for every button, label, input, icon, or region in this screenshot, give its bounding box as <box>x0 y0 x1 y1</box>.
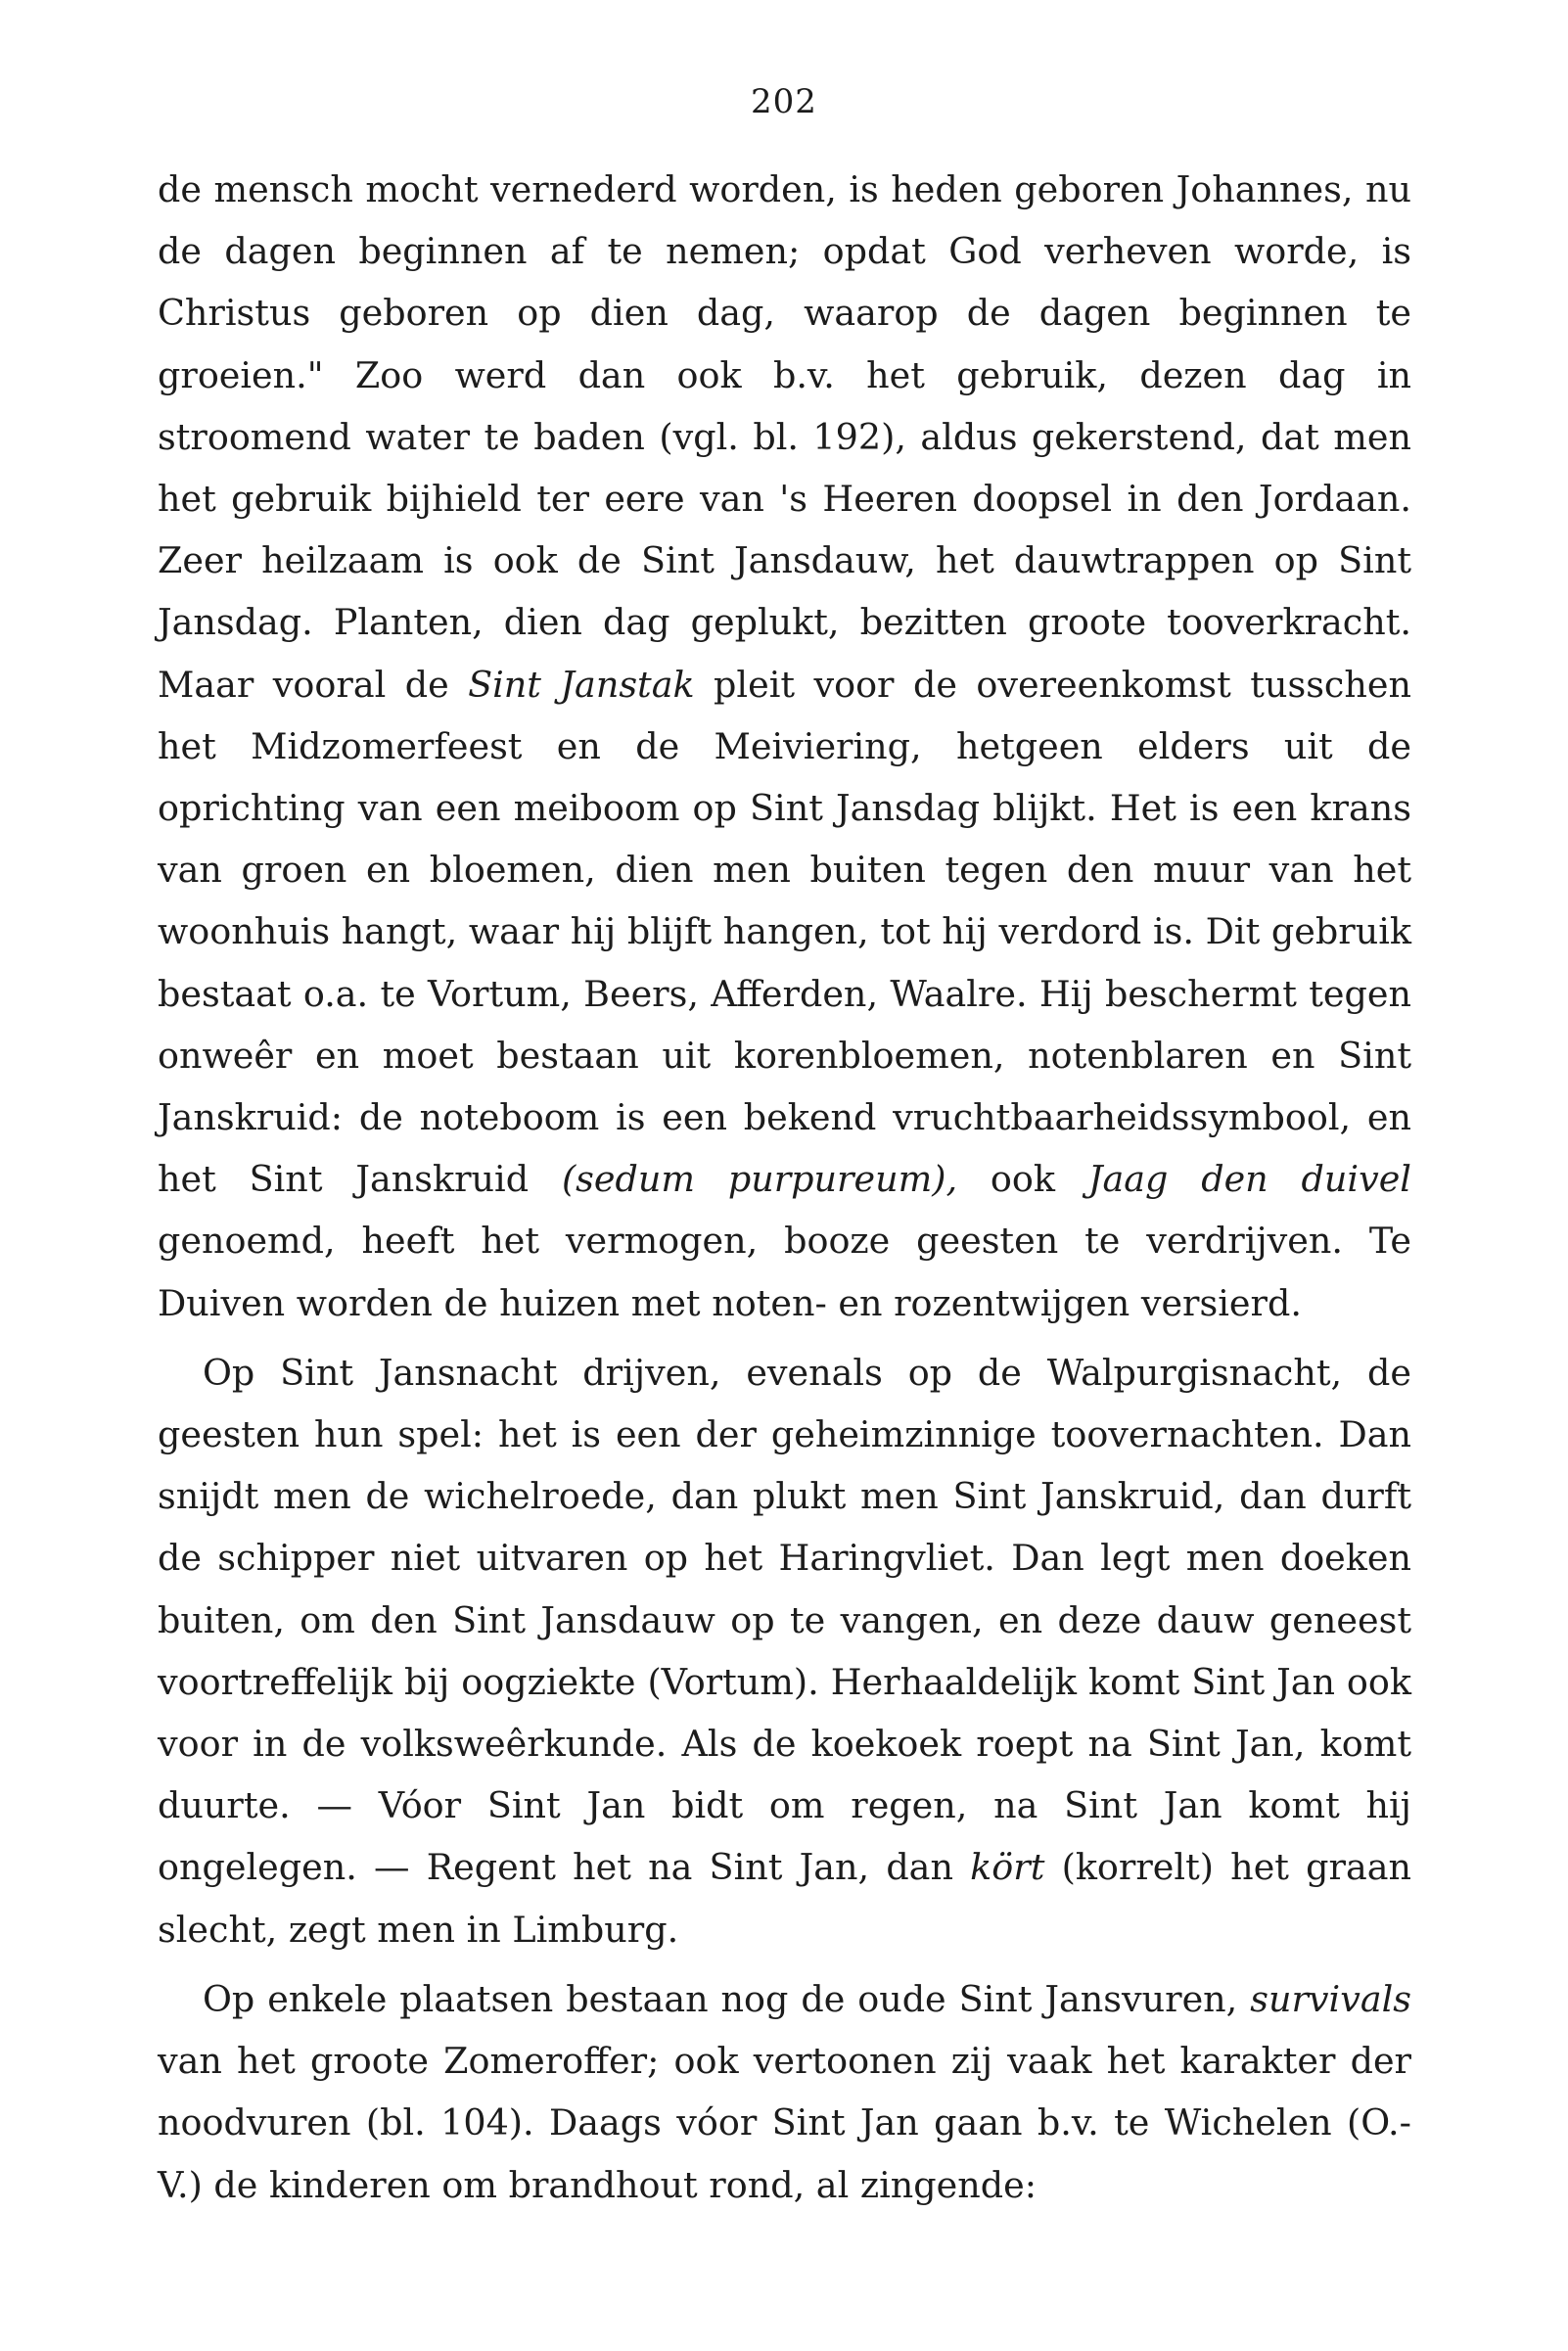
italic-term: kört <box>970 1846 1045 1889</box>
paragraph <box>158 1342 1411 1960</box>
text-segment: van het groote Zomeroffer; ook vertoonen zij vaak het karakter der noodvuren (bl. 104). Daags vóor Sint Jan gaan b.v. te Wichelen (O.-V.) de kinderen om brandhout rond, al zingende: <box>158 2040 1411 2206</box>
text-segment: (korrelt) het graan slecht, zegt men in Limburg. <box>158 1846 1412 1951</box>
italic-term: (sedum purpureum), <box>561 1158 958 1201</box>
paragraph <box>158 1968 1411 2216</box>
text-segment: genoemd, heeft het vermogen, booze geesten te verdrijven. Te Duiven worden de huizen met noten- en rozentwijgen versierd. <box>158 1220 1411 1324</box>
text-segment: ook <box>957 1158 1088 1201</box>
text-segment: Op Sint Jansnacht drijven, evenals op de Walpurgisnacht, de geesten hun spel: het is een der geheimzinnige toovernachten. Dan snijdt men de wichelroede, dan plukt men Sint Janskruid, dan durft de schipper niet uitvaren op het Haringvliet. Dan legt men doeken buiten, om den Sint Jansdauw op te vangen, en deze dauw geneest voortreffelijk bij oogziekte (Vortum). Herhaaldelijk komt Sint Jan ook voor in de volksweêrkunde. Als de koekoek roept na Sint Jan, komt duurte. — Vóor Sint Jan bidt om regen, na Sint Jan komt hij ongelegen. — Regent het na Sint Jan, dan <box>158 1351 1411 1889</box>
text-segment: pleit voor de overeenkomst tusschen het Midzomerfeest en de Meiviering, hetgeen elders uit de oprichting van een meiboom op Sint Jansdag blijkt. Het is een krans van groen en bloemen, dien men buiten tegen den muur van het woonhuis hangt, waar hij blijft hangen, tot hij verdord is. Dit gebruik bestaat o.a. te Vortum, Beers, Afferden, Waalre. Hij beschermt tegen onweêr en moet bestaan uit korenbloemen, notenblaren en Sint Janskruid: de noteboom is een bekend vruchtbaarheidssymbool, en het Sint Janskruid <box>158 663 1411 1201</box>
italic-term: survivals <box>1250 1977 1411 2020</box>
body-text <box>158 159 1411 2216</box>
italic-term: Sint Janstak <box>468 663 695 706</box>
page-number: 202 <box>751 82 817 121</box>
text-segment: de mensch mocht vernederd worden, is heden geboren Johannes, nu de dagen beginnen af te nemen; opdat God verheven worde, is Christus geboren op dien dag, waarop de dagen beginnen te groeien." Zoo werd dan ook b.v. het gebruik, dezen dag in stroomend water te baden (vgl. bl. 192), aldus gekerstend, dat men het gebruik bijhield ter eere van 's Heeren doopsel in den Jordaan. Zeer heilzaam is ook de Sint Jansdauw, het dauwtrappen op Sint Jansdag. Planten, dien dag geplukt, bezitten groote tooverkracht. Maar vooral de <box>158 168 1411 706</box>
italic-term: Jaag den duivel <box>1087 1158 1411 1201</box>
text-segment: Op enkele plaatsen bestaan nog de oude Sint Jansvuren, <box>203 1977 1251 2020</box>
paragraph <box>158 159 1411 1334</box>
